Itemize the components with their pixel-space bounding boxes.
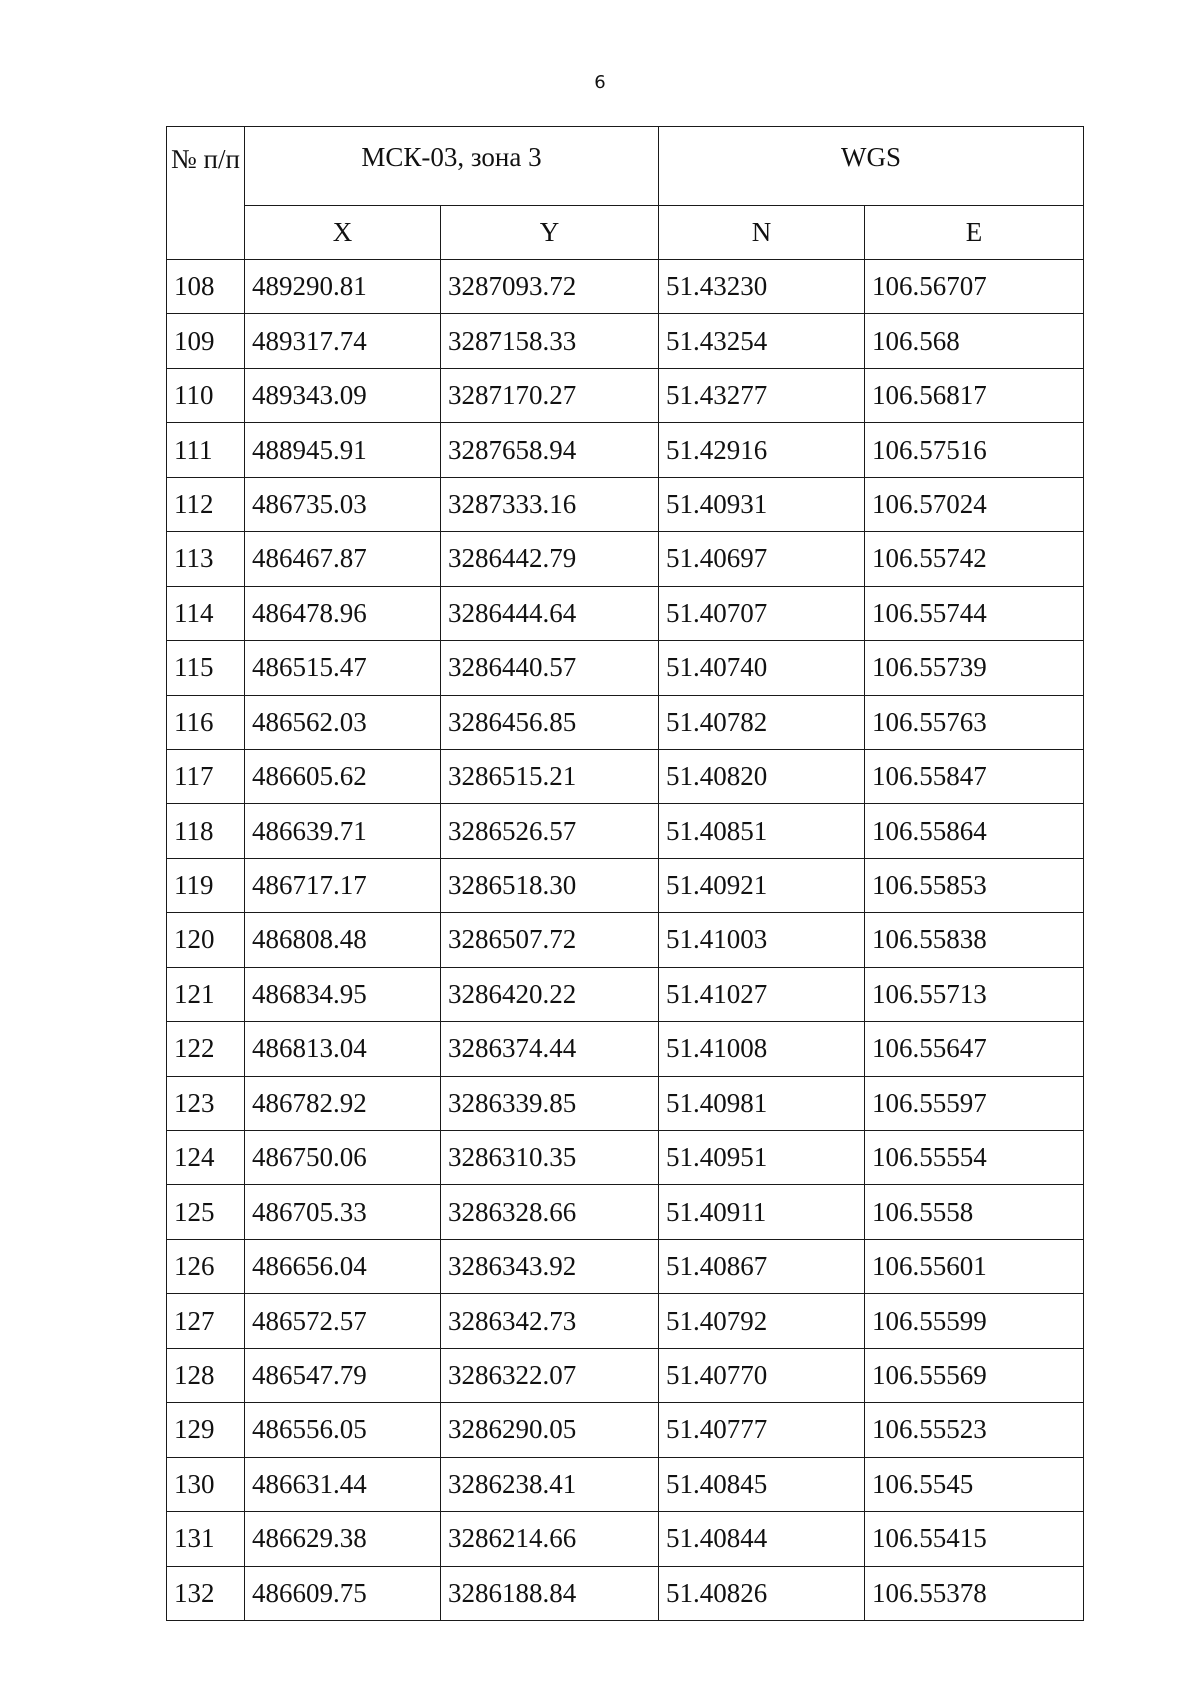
cell-n: 51.43254 xyxy=(659,314,865,368)
cell-y: 3286420.22 xyxy=(441,967,659,1021)
cell-n: 51.40845 xyxy=(659,1457,865,1511)
cell-y: 3286322.07 xyxy=(441,1348,659,1402)
header-wgs: WGS xyxy=(659,127,1084,206)
cell-y: 3286188.84 xyxy=(441,1566,659,1620)
cell-y: 3286442.79 xyxy=(441,532,659,586)
cell-e: 106.55763 xyxy=(865,695,1084,749)
cell-x: 486515.47 xyxy=(245,641,441,695)
cell-x: 489317.74 xyxy=(245,314,441,368)
cell-e: 106.55554 xyxy=(865,1131,1084,1185)
cell-x: 486562.03 xyxy=(245,695,441,749)
header-row-axes xyxy=(167,206,1084,260)
cell-e: 106.55739 xyxy=(865,641,1084,695)
cell-n: 51.40782 xyxy=(659,695,865,749)
cell-number: 113 xyxy=(167,532,245,586)
cell-y: 3286214.66 xyxy=(441,1512,659,1566)
cell-n: 51.40826 xyxy=(659,1566,865,1620)
cell-e: 106.568 xyxy=(865,314,1084,368)
table-row xyxy=(167,423,1084,477)
cell-n: 51.40844 xyxy=(659,1512,865,1566)
cell-number: 109 xyxy=(167,314,245,368)
header-x: X xyxy=(245,206,441,260)
cell-x: 486467.87 xyxy=(245,532,441,586)
cell-number: 108 xyxy=(167,260,245,314)
cell-y: 3286507.72 xyxy=(441,913,659,967)
table-body xyxy=(167,260,1084,1621)
cell-e: 106.56817 xyxy=(865,368,1084,422)
header-y: Y xyxy=(441,206,659,260)
cell-n: 51.41003 xyxy=(659,913,865,967)
cell-x: 486639.71 xyxy=(245,804,441,858)
cell-n: 51.40921 xyxy=(659,858,865,912)
cell-y: 3287333.16 xyxy=(441,477,659,531)
cell-e: 106.55523 xyxy=(865,1403,1084,1457)
cell-e: 106.56707 xyxy=(865,260,1084,314)
cell-number: 110 xyxy=(167,368,245,422)
cell-x: 486629.38 xyxy=(245,1512,441,1566)
header-msk-03: МСК-03, зона 3 xyxy=(245,127,659,206)
table-row xyxy=(167,967,1084,1021)
cell-n: 51.40740 xyxy=(659,641,865,695)
cell-n: 51.40931 xyxy=(659,477,865,531)
cell-x: 486813.04 xyxy=(245,1022,441,1076)
cell-n: 51.40820 xyxy=(659,749,865,803)
cell-e: 106.55847 xyxy=(865,749,1084,803)
header-number: № п/п xyxy=(167,127,245,260)
header-e: E xyxy=(865,206,1084,260)
cell-x: 486609.75 xyxy=(245,1566,441,1620)
table-row xyxy=(167,1348,1084,1402)
cell-e: 106.55599 xyxy=(865,1294,1084,1348)
cell-x: 486717.17 xyxy=(245,858,441,912)
table-row xyxy=(167,1403,1084,1457)
table-row xyxy=(167,913,1084,967)
cell-y: 3286515.21 xyxy=(441,749,659,803)
cell-e: 106.55597 xyxy=(865,1076,1084,1130)
cell-number: 119 xyxy=(167,858,245,912)
cell-x: 486478.96 xyxy=(245,586,441,640)
cell-e: 106.57516 xyxy=(865,423,1084,477)
cell-y: 3286526.57 xyxy=(441,804,659,858)
cell-y: 3287093.72 xyxy=(441,260,659,314)
cell-number: 131 xyxy=(167,1512,245,1566)
cell-x: 488945.91 xyxy=(245,423,441,477)
cell-x: 486834.95 xyxy=(245,967,441,1021)
cell-x: 486572.57 xyxy=(245,1294,441,1348)
cell-number: 117 xyxy=(167,749,245,803)
table-row xyxy=(167,695,1084,749)
cell-y: 3286310.35 xyxy=(441,1131,659,1185)
cell-n: 51.40951 xyxy=(659,1131,865,1185)
cell-y: 3286290.05 xyxy=(441,1403,659,1457)
cell-number: 121 xyxy=(167,967,245,1021)
cell-e: 106.55378 xyxy=(865,1566,1084,1620)
table-row xyxy=(167,1457,1084,1511)
cell-x: 486750.06 xyxy=(245,1131,441,1185)
page-number: 6 xyxy=(594,72,606,93)
cell-e: 106.55853 xyxy=(865,858,1084,912)
cell-x: 486782.92 xyxy=(245,1076,441,1130)
cell-number: 114 xyxy=(167,586,245,640)
cell-x: 486735.03 xyxy=(245,477,441,531)
cell-x: 489290.81 xyxy=(245,260,441,314)
cell-y: 3286238.41 xyxy=(441,1457,659,1511)
cell-n: 51.41027 xyxy=(659,967,865,1021)
cell-number: 120 xyxy=(167,913,245,967)
cell-e: 106.57024 xyxy=(865,477,1084,531)
cell-e: 106.55742 xyxy=(865,532,1084,586)
cell-y: 3286374.44 xyxy=(441,1022,659,1076)
cell-y: 3286328.66 xyxy=(441,1185,659,1239)
cell-n: 51.43230 xyxy=(659,260,865,314)
table-row xyxy=(167,1512,1084,1566)
cell-x: 486656.04 xyxy=(245,1239,441,1293)
cell-y: 3286518.30 xyxy=(441,858,659,912)
table-row xyxy=(167,1131,1084,1185)
table-row xyxy=(167,1076,1084,1130)
cell-n: 51.41008 xyxy=(659,1022,865,1076)
cell-y: 3287170.27 xyxy=(441,368,659,422)
header-row-groups xyxy=(167,127,1084,206)
cell-n: 51.40792 xyxy=(659,1294,865,1348)
cell-y: 3286456.85 xyxy=(441,695,659,749)
cell-x: 486547.79 xyxy=(245,1348,441,1402)
table-row xyxy=(167,804,1084,858)
cell-number: 116 xyxy=(167,695,245,749)
cell-e: 106.55713 xyxy=(865,967,1084,1021)
cell-x: 486808.48 xyxy=(245,913,441,967)
cell-y: 3286339.85 xyxy=(441,1076,659,1130)
table-row xyxy=(167,1022,1084,1076)
table-row xyxy=(167,532,1084,586)
cell-number: 123 xyxy=(167,1076,245,1130)
cell-number: 129 xyxy=(167,1403,245,1457)
cell-n: 51.40707 xyxy=(659,586,865,640)
cell-n: 51.40697 xyxy=(659,532,865,586)
cell-e: 106.55838 xyxy=(865,913,1084,967)
cell-y: 3286342.73 xyxy=(441,1294,659,1348)
cell-y: 3286440.57 xyxy=(441,641,659,695)
table-row xyxy=(167,368,1084,422)
cell-number: 122 xyxy=(167,1022,245,1076)
cell-number: 125 xyxy=(167,1185,245,1239)
table-row xyxy=(167,641,1084,695)
cell-x: 486631.44 xyxy=(245,1457,441,1511)
table-row xyxy=(167,586,1084,640)
cell-y: 3286444.64 xyxy=(441,586,659,640)
table-row xyxy=(167,260,1084,314)
cell-n: 51.40851 xyxy=(659,804,865,858)
table-row xyxy=(167,1294,1084,1348)
cell-e: 106.5545 xyxy=(865,1457,1084,1511)
table-row xyxy=(167,1185,1084,1239)
cell-number: 118 xyxy=(167,804,245,858)
cell-n: 51.40981 xyxy=(659,1076,865,1130)
cell-y: 3286343.92 xyxy=(441,1239,659,1293)
cell-y: 3287158.33 xyxy=(441,314,659,368)
cell-x: 486556.05 xyxy=(245,1403,441,1457)
cell-n: 51.40911 xyxy=(659,1185,865,1239)
cell-n: 51.40777 xyxy=(659,1403,865,1457)
cell-e: 106.55744 xyxy=(865,586,1084,640)
cell-number: 130 xyxy=(167,1457,245,1511)
cell-x: 489343.09 xyxy=(245,368,441,422)
table-row xyxy=(167,749,1084,803)
cell-number: 132 xyxy=(167,1566,245,1620)
cell-number: 128 xyxy=(167,1348,245,1402)
cell-number: 124 xyxy=(167,1131,245,1185)
cell-n: 51.40867 xyxy=(659,1239,865,1293)
cell-x: 486605.62 xyxy=(245,749,441,803)
cell-number: 115 xyxy=(167,641,245,695)
cell-number: 127 xyxy=(167,1294,245,1348)
cell-number: 126 xyxy=(167,1239,245,1293)
table-row xyxy=(167,314,1084,368)
cell-e: 106.55415 xyxy=(865,1512,1084,1566)
cell-x: 486705.33 xyxy=(245,1185,441,1239)
cell-e: 106.55569 xyxy=(865,1348,1084,1402)
cell-e: 106.55647 xyxy=(865,1022,1084,1076)
coordinates-table xyxy=(166,126,1084,1621)
header-n: N xyxy=(659,206,865,260)
cell-n: 51.42916 xyxy=(659,423,865,477)
cell-y: 3287658.94 xyxy=(441,423,659,477)
cell-n: 51.43277 xyxy=(659,368,865,422)
cell-number: 111 xyxy=(167,423,245,477)
table-row xyxy=(167,1566,1084,1620)
table-row xyxy=(167,858,1084,912)
table-row xyxy=(167,1239,1084,1293)
cell-e: 106.55601 xyxy=(865,1239,1084,1293)
cell-n: 51.40770 xyxy=(659,1348,865,1402)
table-row xyxy=(167,477,1084,531)
cell-e: 106.5558 xyxy=(865,1185,1084,1239)
cell-number: 112 xyxy=(167,477,245,531)
cell-e: 106.55864 xyxy=(865,804,1084,858)
